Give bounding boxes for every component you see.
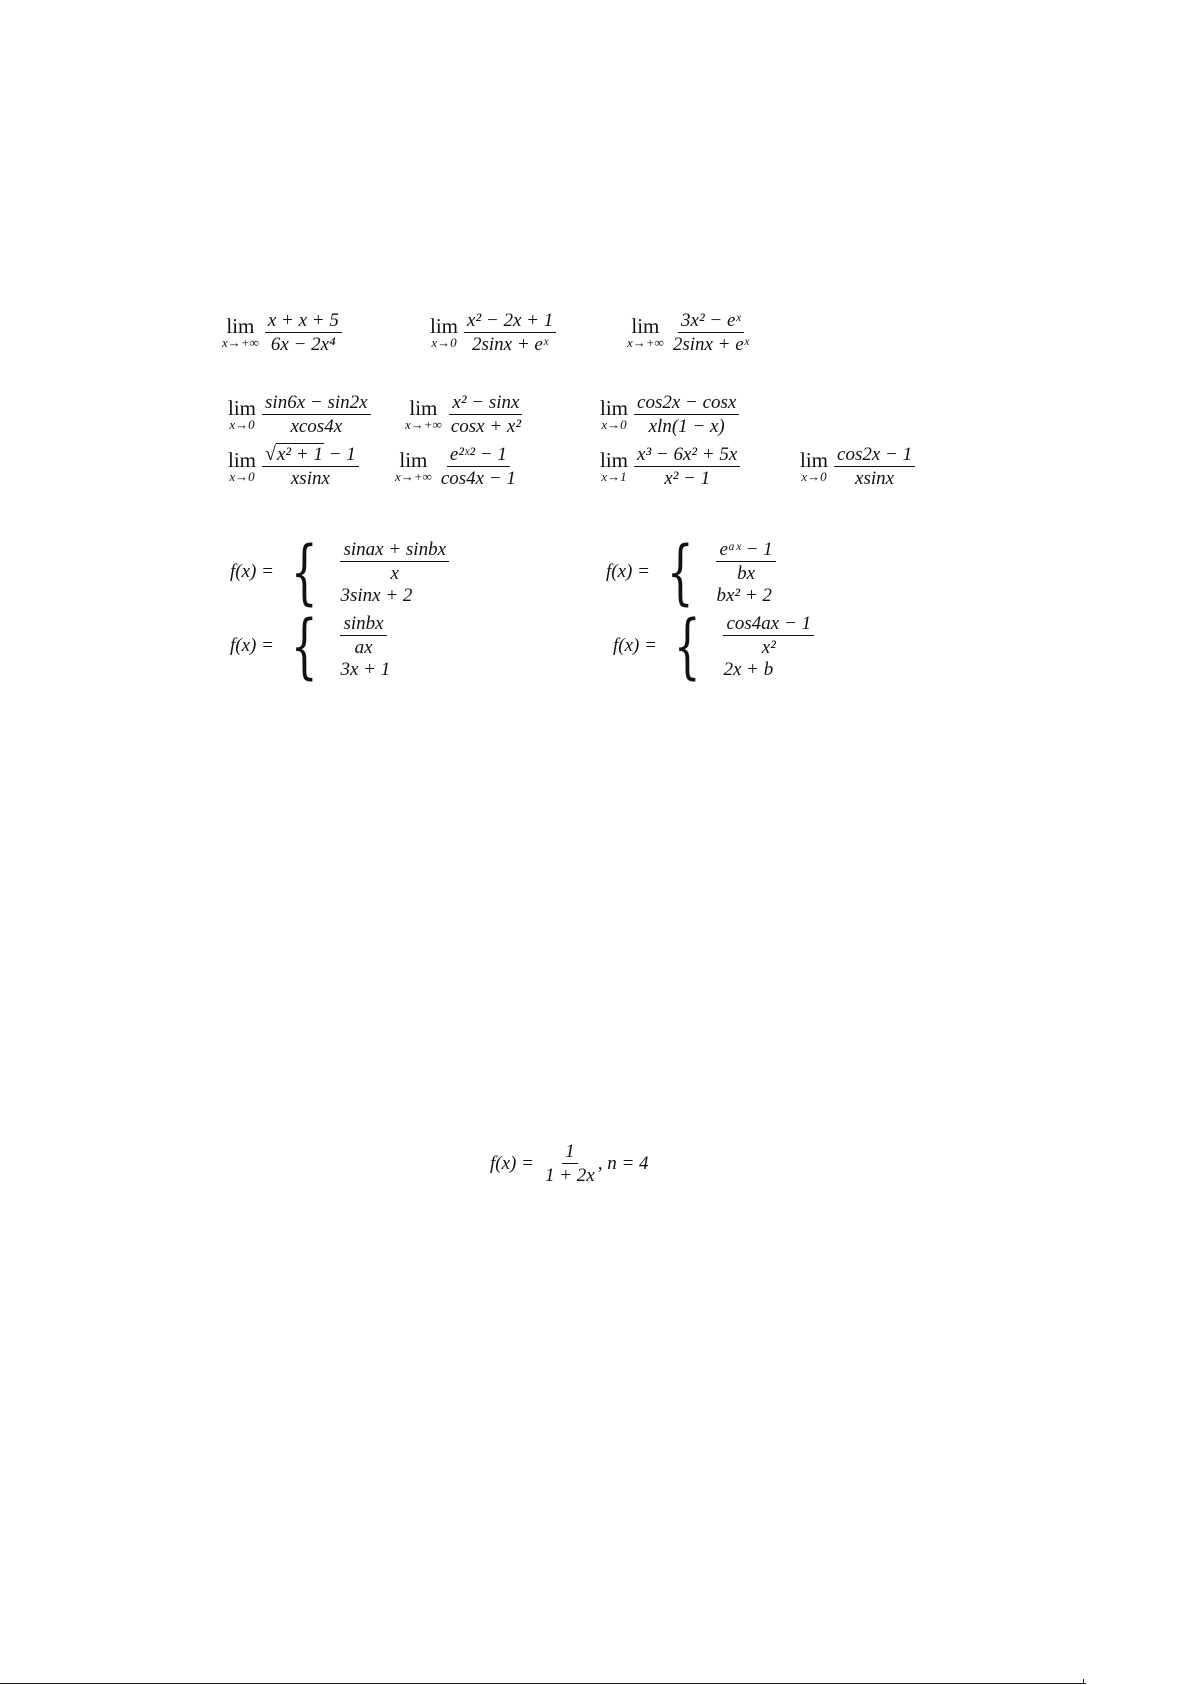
denominator: 2sinx + eˣ <box>672 334 750 355</box>
function-lhs: f(x) = <box>230 635 274 656</box>
lim-word: lim <box>800 447 829 472</box>
limit-subscript: x→+∞ <box>395 468 432 484</box>
numerator: e²ˣ² − 1 <box>447 443 510 467</box>
numerator: cos4ax − 1 <box>723 612 814 636</box>
denominator: xsinx <box>855 468 895 489</box>
fraction <box>834 443 915 490</box>
lim-word: lim <box>226 313 255 338</box>
denominator: x² − 1 <box>664 468 711 489</box>
lim-word: lim <box>228 395 257 420</box>
radicand: x² + 1 <box>277 444 323 465</box>
numerator: x² − sinx <box>449 391 522 415</box>
limit-expression-7 <box>228 443 359 490</box>
fraction <box>716 538 775 585</box>
numerator <box>262 443 359 467</box>
cases <box>340 612 390 681</box>
function-lhs: f(x) = <box>490 1152 534 1174</box>
limit-expression-1 <box>222 309 342 356</box>
numerator: sinax + sinbx <box>340 538 449 562</box>
fraction <box>340 612 386 659</box>
piecewise-function-4 <box>613 605 814 687</box>
lim-word: lim <box>399 447 428 472</box>
limit-expression-6 <box>600 391 739 438</box>
cases <box>340 538 449 607</box>
left-brace-icon: { <box>666 531 694 613</box>
page-corner-mark <box>1083 1679 1084 1684</box>
fraction <box>262 443 359 490</box>
cases <box>716 538 775 607</box>
numerator: x³ − 6x² + 5x <box>634 443 740 467</box>
case-second: bx² + 2 <box>716 584 772 606</box>
limit-subscript: x→0 <box>431 334 457 350</box>
denominator: 1 + 2x <box>544 1165 595 1186</box>
denominator: xln(1 − x) <box>648 416 725 437</box>
limit-expression-10 <box>800 443 915 490</box>
lim-word: lim <box>430 313 459 338</box>
fraction <box>670 309 752 356</box>
fraction <box>634 391 739 438</box>
limit-operator <box>600 395 629 432</box>
limit-operator <box>430 313 459 350</box>
numerator: sin6x − sin2x <box>262 391 371 415</box>
limit-operator <box>405 395 442 432</box>
limit-operator <box>627 313 664 350</box>
fraction <box>464 309 556 356</box>
limit-expression-5 <box>405 391 524 438</box>
limit-expression-9 <box>600 443 740 490</box>
lim-word: lim <box>228 447 257 472</box>
square-root-icon: √ <box>265 443 276 465</box>
limit-subscript: x→0 <box>229 468 255 484</box>
case-second: 3x + 1 <box>340 658 391 680</box>
cases <box>723 612 814 681</box>
lim-word: lim <box>600 447 629 472</box>
denominator: 2sinx + eˣ <box>472 334 549 355</box>
fraction <box>438 443 519 490</box>
limit-expression-4 <box>228 391 371 438</box>
fraction <box>634 443 740 490</box>
limit-subscript: x→1 <box>601 468 627 484</box>
order-label: , n = 4 <box>597 1152 649 1174</box>
limit-expression-8 <box>395 443 519 490</box>
denominator: x² <box>761 636 776 658</box>
left-brace-icon: { <box>290 605 318 687</box>
denominator: xcos4x <box>290 416 343 437</box>
case-second: 3sinx + 2 <box>340 584 413 606</box>
function-lhs: f(x) = <box>230 561 274 582</box>
numerator: x² − 2x + 1 <box>464 309 556 333</box>
fraction <box>262 391 371 438</box>
limit-operator <box>600 447 629 484</box>
limit-subscript: x→+∞ <box>222 334 259 350</box>
limit-subscript: x→+∞ <box>627 334 664 350</box>
numerator: x + x + 5 <box>265 309 342 333</box>
limit-subscript: x→+∞ <box>405 416 442 432</box>
lim-word: lim <box>600 395 629 420</box>
case-second: 2x + b <box>723 658 774 680</box>
limit-subscript: x→0 <box>229 416 255 432</box>
denominator: ax <box>354 636 373 658</box>
fraction <box>265 309 342 356</box>
numerator: 3x² − eˣ <box>678 309 744 333</box>
numerator: cos2x − cosx <box>634 391 739 415</box>
limit-subscript: x→0 <box>801 468 827 484</box>
limit-operator <box>228 447 257 484</box>
limit-expression-3 <box>627 309 752 356</box>
denominator: xsinx <box>290 468 330 489</box>
limit-operator <box>800 447 829 484</box>
fraction <box>340 538 449 585</box>
numerator: eᵃˣ − 1 <box>716 538 775 562</box>
denominator: cosx + x² <box>450 416 522 437</box>
piecewise-function-1 <box>230 531 449 613</box>
lim-word: lim <box>631 313 660 338</box>
denominator: bx <box>737 562 756 584</box>
limit-operator <box>222 313 259 350</box>
fraction <box>448 391 524 438</box>
denominator: 6x − 2x⁴ <box>270 334 336 355</box>
page-bottom-rule <box>0 1683 1086 1684</box>
fraction <box>542 1140 598 1187</box>
piecewise-function-2 <box>606 531 776 613</box>
fraction <box>723 612 814 659</box>
numerator-rest: − 1 <box>323 444 356 465</box>
taylor-expression <box>490 1140 649 1187</box>
numerator: cos2x − 1 <box>834 443 915 467</box>
piecewise-function-3 <box>230 605 391 687</box>
numerator: sinbx <box>340 612 386 636</box>
limit-expression-2 <box>430 309 556 356</box>
left-brace-icon: { <box>290 531 318 613</box>
denominator: cos4x − 1 <box>440 468 516 489</box>
limit-operator <box>395 447 432 484</box>
function-lhs: f(x) = <box>613 635 657 656</box>
denominator: x <box>390 562 399 584</box>
limit-subscript: x→0 <box>601 416 627 432</box>
limit-operator <box>228 395 257 432</box>
function-lhs: f(x) = <box>606 561 650 582</box>
lim-word: lim <box>409 395 438 420</box>
left-brace-icon: { <box>673 605 701 687</box>
numerator: 1 <box>562 1140 578 1164</box>
